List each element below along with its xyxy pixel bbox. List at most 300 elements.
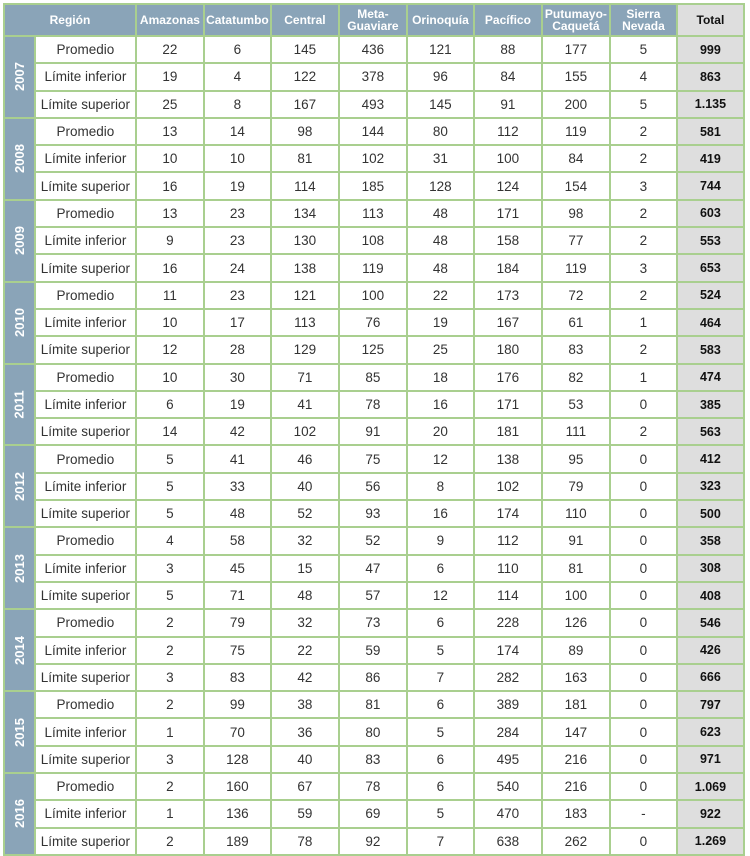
year-text: 2015	[11, 717, 27, 747]
value-cell: 144	[339, 118, 407, 145]
value-cell: 2	[610, 336, 677, 363]
value-cell: 9	[407, 527, 474, 554]
value-cell: 540	[474, 773, 542, 800]
value-cell: 7	[407, 664, 474, 691]
year-text: 2013	[11, 553, 27, 583]
table-row	[4, 145, 744, 172]
row-label: Límite inferior	[35, 63, 136, 90]
value-cell: 216	[542, 773, 610, 800]
value-cell: 73	[339, 609, 407, 636]
table-row	[4, 391, 744, 418]
value-cell: 8	[204, 91, 271, 118]
total-cell: 524	[677, 282, 744, 309]
value-cell: 84	[542, 145, 610, 172]
value-cell: 75	[339, 445, 407, 472]
table-row	[4, 637, 744, 664]
value-cell: 47	[339, 555, 407, 582]
value-cell: 32	[271, 527, 339, 554]
value-cell: 83	[542, 336, 610, 363]
row-label: Límite superior	[35, 582, 136, 609]
year-text: 2012	[11, 471, 27, 501]
value-cell: 6	[204, 36, 271, 63]
value-cell: 5	[407, 800, 474, 827]
value-cell: 0	[610, 391, 677, 418]
value-cell: 6	[407, 746, 474, 773]
value-cell: 91	[474, 91, 542, 118]
value-cell: 41	[204, 445, 271, 472]
row-label: Límite inferior	[35, 473, 136, 500]
value-cell: 111	[542, 418, 610, 445]
row-label: Límite inferior	[35, 555, 136, 582]
value-cell: 216	[542, 746, 610, 773]
header-meta-guaviare: Meta- Guaviare	[339, 4, 407, 36]
value-cell: 79	[204, 609, 271, 636]
year-text: 2014	[11, 635, 27, 665]
row-label: Promedio	[35, 36, 136, 63]
table-row	[4, 800, 744, 827]
row-label: Promedio	[35, 118, 136, 145]
value-cell: 113	[271, 309, 339, 336]
value-cell: 2	[136, 637, 204, 664]
value-cell: 4	[204, 63, 271, 90]
value-cell: 56	[339, 473, 407, 500]
value-cell: 0	[610, 664, 677, 691]
value-cell: 6	[407, 555, 474, 582]
table-row	[4, 746, 744, 773]
value-cell: 0	[610, 773, 677, 800]
total-cell: 863	[677, 63, 744, 90]
total-cell: 464	[677, 309, 744, 336]
row-label: Límite inferior	[35, 800, 136, 827]
value-cell: 71	[271, 364, 339, 391]
table-row	[4, 364, 744, 391]
row-label: Límite inferior	[35, 718, 136, 745]
value-cell: 145	[271, 36, 339, 63]
row-label: Promedio	[35, 364, 136, 391]
year-label	[4, 445, 35, 527]
header-putumayo-caqueta: Putumayo- Caquetá	[542, 4, 610, 36]
value-cell: 0	[610, 500, 677, 527]
total-cell: 653	[677, 254, 744, 281]
total-cell: 583	[677, 336, 744, 363]
value-cell: 25	[407, 336, 474, 363]
year-text: 2008	[11, 144, 27, 174]
year-label	[4, 36, 35, 118]
year-text: 2007	[11, 62, 27, 92]
value-cell: 1	[610, 364, 677, 391]
total-cell: 603	[677, 200, 744, 227]
value-cell: 0	[610, 527, 677, 554]
value-cell: 48	[407, 227, 474, 254]
header-sierra-nevada: Sierra Nevada	[610, 4, 677, 36]
value-cell: 17	[204, 309, 271, 336]
value-cell: 33	[204, 473, 271, 500]
total-cell: 546	[677, 609, 744, 636]
table-row	[4, 336, 744, 363]
row-label: Promedio	[35, 773, 136, 800]
value-cell: 82	[542, 364, 610, 391]
total-cell: 500	[677, 500, 744, 527]
value-cell: 80	[407, 118, 474, 145]
row-label: Promedio	[35, 445, 136, 472]
value-cell: 0	[610, 828, 677, 855]
value-cell: 19	[407, 309, 474, 336]
value-cell: 45	[204, 555, 271, 582]
value-cell: 23	[204, 282, 271, 309]
value-cell: 0	[610, 691, 677, 718]
value-cell: 42	[271, 664, 339, 691]
value-cell: 2	[610, 282, 677, 309]
value-cell: 0	[610, 445, 677, 472]
value-cell: 0	[610, 637, 677, 664]
value-cell: 20	[407, 418, 474, 445]
value-cell: 4	[610, 63, 677, 90]
table-row	[4, 418, 744, 445]
value-cell: 23	[204, 200, 271, 227]
value-cell: 128	[407, 172, 474, 199]
value-cell: 99	[204, 691, 271, 718]
value-cell: -	[610, 800, 677, 827]
value-cell: 389	[474, 691, 542, 718]
value-cell: 95	[542, 445, 610, 472]
table-row	[4, 828, 744, 855]
value-cell: 16	[136, 254, 204, 281]
value-cell: 167	[271, 91, 339, 118]
value-cell: 184	[474, 254, 542, 281]
value-cell: 19	[204, 391, 271, 418]
value-cell: 493	[339, 91, 407, 118]
value-cell: 1	[610, 309, 677, 336]
row-label: Límite inferior	[35, 309, 136, 336]
total-cell: 922	[677, 800, 744, 827]
total-cell: 412	[677, 445, 744, 472]
value-cell: 6	[136, 391, 204, 418]
year-text: 2016	[11, 799, 27, 829]
value-cell: 113	[339, 200, 407, 227]
value-cell: 1	[136, 718, 204, 745]
row-label: Límite superior	[35, 828, 136, 855]
value-cell: 171	[474, 200, 542, 227]
value-cell: 81	[271, 145, 339, 172]
value-cell: 154	[542, 172, 610, 199]
value-cell: 48	[204, 500, 271, 527]
value-cell: 5	[610, 36, 677, 63]
row-label: Límite superior	[35, 664, 136, 691]
year-text: 2011	[11, 390, 27, 419]
value-cell: 11	[136, 282, 204, 309]
table-row	[4, 282, 744, 309]
value-cell: 14	[204, 118, 271, 145]
value-cell: 5	[610, 91, 677, 118]
value-cell: 41	[271, 391, 339, 418]
value-cell: 31	[407, 145, 474, 172]
year-text: 2010	[11, 308, 27, 338]
value-cell: 2	[610, 118, 677, 145]
value-cell: 436	[339, 36, 407, 63]
value-cell: 0	[610, 609, 677, 636]
value-cell: 108	[339, 227, 407, 254]
year-label	[4, 200, 35, 282]
value-cell: 470	[474, 800, 542, 827]
value-cell: 70	[204, 718, 271, 745]
header-row	[4, 4, 744, 36]
value-cell: 130	[271, 227, 339, 254]
total-cell: 553	[677, 227, 744, 254]
value-cell: 48	[407, 254, 474, 281]
value-cell: 180	[474, 336, 542, 363]
value-cell: 16	[136, 172, 204, 199]
value-cell: 495	[474, 746, 542, 773]
total-cell: 426	[677, 637, 744, 664]
value-cell: 77	[542, 227, 610, 254]
value-cell: 138	[474, 445, 542, 472]
value-cell: 134	[271, 200, 339, 227]
value-cell: 638	[474, 828, 542, 855]
year-label	[4, 282, 35, 364]
value-cell: 2	[136, 773, 204, 800]
value-cell: 0	[610, 555, 677, 582]
value-cell: 23	[204, 227, 271, 254]
row-label: Límite inferior	[35, 637, 136, 664]
value-cell: 36	[271, 718, 339, 745]
value-cell: 5	[136, 500, 204, 527]
value-cell: 9	[136, 227, 204, 254]
value-cell: 100	[339, 282, 407, 309]
value-cell: 0	[610, 746, 677, 773]
value-cell: 98	[542, 200, 610, 227]
value-cell: 6	[407, 691, 474, 718]
value-cell: 98	[271, 118, 339, 145]
table-row	[4, 773, 744, 800]
value-cell: 78	[271, 828, 339, 855]
value-cell: 69	[339, 800, 407, 827]
table-row	[4, 309, 744, 336]
table-row	[4, 63, 744, 90]
value-cell: 71	[204, 582, 271, 609]
value-cell: 181	[542, 691, 610, 718]
value-cell: 110	[542, 500, 610, 527]
value-cell: 13	[136, 118, 204, 145]
value-cell: 282	[474, 664, 542, 691]
table-row	[4, 718, 744, 745]
value-cell: 80	[339, 718, 407, 745]
table-row	[4, 527, 744, 554]
value-cell: 100	[542, 582, 610, 609]
value-cell: 4	[136, 527, 204, 554]
total-cell: 1.135	[677, 91, 744, 118]
value-cell: 32	[271, 609, 339, 636]
value-cell: 121	[271, 282, 339, 309]
value-cell: 53	[542, 391, 610, 418]
value-cell: 42	[204, 418, 271, 445]
total-cell: 797	[677, 691, 744, 718]
value-cell: 15	[271, 555, 339, 582]
value-cell: 83	[339, 746, 407, 773]
value-cell: 5	[136, 582, 204, 609]
value-cell: 24	[204, 254, 271, 281]
value-cell: 100	[474, 145, 542, 172]
value-cell: 19	[136, 63, 204, 90]
value-cell: 174	[474, 637, 542, 664]
row-label: Promedio	[35, 527, 136, 554]
value-cell: 59	[271, 800, 339, 827]
table-row	[4, 609, 744, 636]
total-cell: 474	[677, 364, 744, 391]
value-cell: 58	[204, 527, 271, 554]
value-cell: 155	[542, 63, 610, 90]
value-cell: 25	[136, 91, 204, 118]
table-row	[4, 582, 744, 609]
total-cell: 744	[677, 172, 744, 199]
value-cell: 86	[339, 664, 407, 691]
value-cell: 129	[271, 336, 339, 363]
value-cell: 16	[407, 391, 474, 418]
value-cell: 59	[339, 637, 407, 664]
value-cell: 3	[610, 254, 677, 281]
header-catatumbo: Catatumbo	[204, 4, 271, 36]
value-cell: 1	[136, 800, 204, 827]
value-cell: 75	[204, 637, 271, 664]
value-cell: 16	[407, 500, 474, 527]
row-label: Promedio	[35, 609, 136, 636]
header-orinoquia: Orinoquía	[407, 4, 474, 36]
header-pacifico: Pacífico	[474, 4, 542, 36]
value-cell: 18	[407, 364, 474, 391]
value-cell: 138	[271, 254, 339, 281]
value-cell: 136	[204, 800, 271, 827]
row-label: Límite superior	[35, 254, 136, 281]
value-cell: 28	[204, 336, 271, 363]
value-cell: 173	[474, 282, 542, 309]
value-cell: 122	[271, 63, 339, 90]
year-label	[4, 118, 35, 200]
value-cell: 22	[271, 637, 339, 664]
total-cell: 1.069	[677, 773, 744, 800]
value-cell: 72	[542, 282, 610, 309]
value-cell: 89	[542, 637, 610, 664]
row-label: Límite superior	[35, 336, 136, 363]
value-cell: 85	[339, 364, 407, 391]
value-cell: 91	[339, 418, 407, 445]
value-cell: 3	[610, 172, 677, 199]
value-cell: 61	[542, 309, 610, 336]
row-label: Promedio	[35, 282, 136, 309]
value-cell: 102	[339, 145, 407, 172]
value-cell: 13	[136, 200, 204, 227]
value-cell: 76	[339, 309, 407, 336]
value-cell: 119	[339, 254, 407, 281]
value-cell: 5	[136, 473, 204, 500]
total-cell: 308	[677, 555, 744, 582]
table-row	[4, 172, 744, 199]
value-cell: 126	[542, 609, 610, 636]
value-cell: 5	[407, 718, 474, 745]
value-cell: 92	[339, 828, 407, 855]
value-cell: 78	[339, 391, 407, 418]
table-row	[4, 664, 744, 691]
row-label: Límite superior	[35, 746, 136, 773]
total-cell: 408	[677, 582, 744, 609]
row-label: Límite superior	[35, 418, 136, 445]
table-row	[4, 91, 744, 118]
value-cell: 174	[474, 500, 542, 527]
table-row	[4, 254, 744, 281]
row-label: Límite inferior	[35, 227, 136, 254]
value-cell: 102	[271, 418, 339, 445]
value-cell: 5	[407, 637, 474, 664]
value-cell: 185	[339, 172, 407, 199]
value-cell: 10	[136, 145, 204, 172]
value-cell: 7	[407, 828, 474, 855]
row-label: Límite inferior	[35, 391, 136, 418]
value-cell: 145	[407, 91, 474, 118]
value-cell: 124	[474, 172, 542, 199]
value-cell: 147	[542, 718, 610, 745]
value-cell: 22	[136, 36, 204, 63]
table-row	[4, 473, 744, 500]
total-cell: 385	[677, 391, 744, 418]
value-cell: 8	[407, 473, 474, 500]
value-cell: 2	[136, 828, 204, 855]
value-cell: 112	[474, 118, 542, 145]
year-label	[4, 527, 35, 609]
value-cell: 167	[474, 309, 542, 336]
value-cell: 6	[407, 773, 474, 800]
value-cell: 81	[339, 691, 407, 718]
value-cell: 177	[542, 36, 610, 63]
year-label	[4, 364, 35, 446]
value-cell: 158	[474, 227, 542, 254]
value-cell: 121	[407, 36, 474, 63]
value-cell: 14	[136, 418, 204, 445]
total-cell: 666	[677, 664, 744, 691]
value-cell: 3	[136, 746, 204, 773]
value-cell: 40	[271, 473, 339, 500]
value-cell: 112	[474, 527, 542, 554]
value-cell: 10	[136, 309, 204, 336]
value-cell: 12	[136, 336, 204, 363]
value-cell: 83	[204, 664, 271, 691]
value-cell: 114	[474, 582, 542, 609]
year-text: 2009	[11, 226, 27, 256]
value-cell: 119	[542, 118, 610, 145]
table-row	[4, 36, 744, 63]
total-cell: 419	[677, 145, 744, 172]
value-cell: 189	[204, 828, 271, 855]
value-cell: 48	[407, 200, 474, 227]
total-cell: 999	[677, 36, 744, 63]
value-cell: 2	[610, 418, 677, 445]
row-label: Límite superior	[35, 172, 136, 199]
value-cell: 110	[474, 555, 542, 582]
row-label: Límite superior	[35, 500, 136, 527]
value-cell: 6	[407, 609, 474, 636]
row-label: Promedio	[35, 691, 136, 718]
value-cell: 10	[136, 364, 204, 391]
value-cell: 114	[271, 172, 339, 199]
value-cell: 88	[474, 36, 542, 63]
value-cell: 96	[407, 63, 474, 90]
value-cell: 183	[542, 800, 610, 827]
value-cell: 81	[542, 555, 610, 582]
value-cell: 2	[136, 691, 204, 718]
header-region: Región	[4, 4, 136, 36]
value-cell: 30	[204, 364, 271, 391]
total-cell: 971	[677, 746, 744, 773]
value-cell: 19	[204, 172, 271, 199]
value-cell: 79	[542, 473, 610, 500]
table-row	[4, 500, 744, 527]
